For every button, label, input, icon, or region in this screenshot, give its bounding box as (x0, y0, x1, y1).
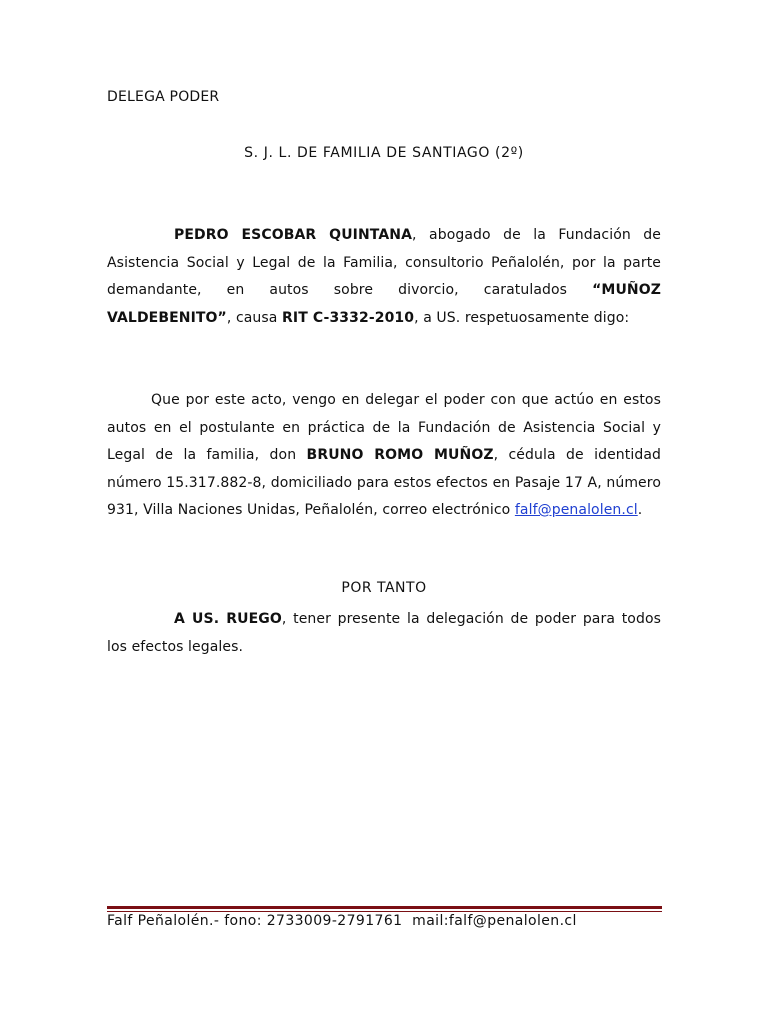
case-number: RIT C-3332-2010 (282, 309, 415, 326)
paragraph-request (107, 606, 661, 661)
paragraph-text: , causa (226, 309, 283, 326)
footer-divider-thin (107, 911, 662, 912)
paragraph-text: , a US. respetuosamente digo: (414, 309, 630, 326)
paragraph-text: , cédula de identidad número 15.317.882-8, domiciliado para estos efectos en Pasaje 17 A, número 931, Villa Naciones Unidas, Peñalolén, correo electrónico (107, 447, 661, 518)
paragraph-text: , abogado de la Fundación de Asistencia Social y Legal de la Familia, consultorio Peñalolén, por la parte demandante, en autos sobre divorcio, caratulados (107, 227, 661, 298)
lawyer-name: PEDRO ESCOBAR QUINTANA (174, 227, 413, 243)
delegate-name: BRUNO ROMO MUÑOZ (306, 447, 494, 463)
paragraph-text: , tener presente la delegación de poder para todos los efectos legales. (107, 611, 662, 655)
paragraph-text: Que por este acto, vengo en delegar el poder con que actúo en estos autos en el postulante en práctica de la Fundación de Asistencia Social y Legal de la familia, don (107, 392, 661, 463)
case-title: “MUÑOZ VALDEBENITO” (107, 282, 661, 326)
paragraph-text: . (637, 502, 643, 518)
email-link[interactable]: falf@penalolen.cl (514, 502, 638, 518)
document-heading: DELEGA PODER (107, 89, 220, 105)
paragraph-appearance (107, 222, 661, 332)
request-lead: A US. RUEGO (174, 611, 282, 627)
footer-divider-thick (107, 906, 662, 909)
footer-divider (107, 906, 662, 913)
footer-contact: Falf Peñalolén.- fono: 2733009-2791761 mail:falf@penalolen.cl (107, 913, 577, 929)
court-addressee: S. J. L. DE FAMILIA DE SANTIAGO (2º) (244, 145, 524, 161)
paragraph-delegation (107, 387, 661, 525)
por-tanto-heading: POR TANTO (341, 580, 427, 596)
